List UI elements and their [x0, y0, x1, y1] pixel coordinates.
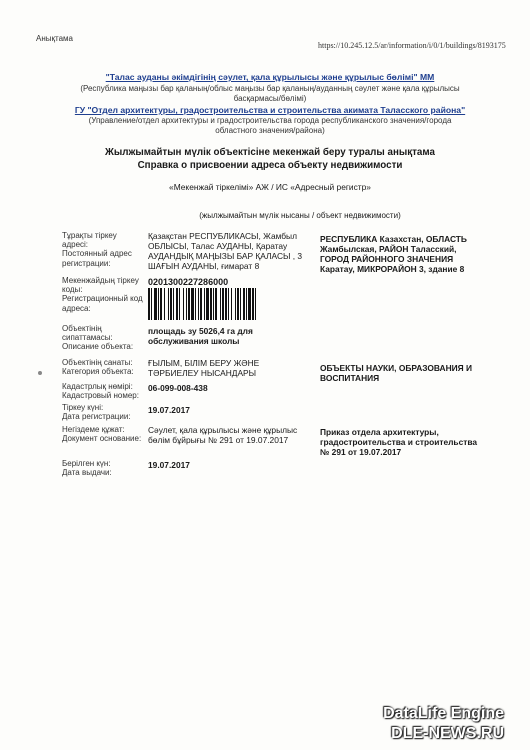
reg-code-label: Мекенжайдың тіркеу коды: Регистрационный код адреса:: [62, 276, 143, 313]
page-url: https://10.245.12.5/ar/information/i/0/1/buildings/8193175: [318, 41, 506, 50]
cadastral-label: Кадастрлық нөмірі: Кадастровый номер:: [62, 382, 139, 401]
issue-date-value: 19.07.2017: [148, 460, 190, 470]
org-subtitle-kz-2: басқармасы/бөлімі): [233, 94, 307, 103]
object-kind: (жылжымайтын мүлік нысаны / объект недвижимости): [199, 211, 401, 220]
address-ru: РЕСПУБЛИКА Казахстан, ОБЛАСТЬ Жамбылская, РАЙОН Таласский, ГОРОД РАЙОННОГО ЗНАЧЕНИЯ Каратау, МИКРОРАЙОН 3, здание 8: [320, 234, 467, 274]
cadastral-value: 06-099-008-438: [148, 383, 208, 393]
org-subtitle-ru-2: областного значения/района): [215, 126, 325, 135]
scan-mark: [38, 371, 42, 375]
org-subtitle-kz-1: (Республика маңызы бар қаланың/облыс маңызы бар қаланың/ауданның сәулет және қала құрылысы: [80, 84, 460, 93]
description-value: площадь зу 5026,4 га для обслуживания школы: [148, 326, 253, 346]
basis-label: Негіздеме құжат: Документ основание:: [62, 425, 142, 444]
reg-date-value: 19.07.2017: [148, 405, 190, 415]
basis-kz: Сәулет, қала құрылысы және құрылыс бөлім бұйрығы № 291 от 19.07.2017: [148, 425, 298, 445]
description-label: Объектінің сипаттамасы: Описание объекта:: [62, 324, 134, 352]
doc-title-ru: Справка о присвоении адреса объекту недвижимости: [137, 160, 403, 171]
address-label: Тұрақты тіркеу адресі: Постоянный адрес регистрации:: [62, 231, 132, 268]
watermark-line-2: DLE-NEWS.RU: [391, 725, 504, 742]
doc-title-kz: Жылжымайтын мүлік объектісіне мекенжай беру туралы анықтама: [105, 147, 435, 158]
reg-date-label: Тіркеу күні: Дата регистрации:: [62, 403, 131, 422]
page-header-left: Анықтама: [36, 34, 73, 43]
org-title-ru: ГУ "Отдел архитектуры, градостроительства и строительства акимата Таласского района": [74, 105, 466, 115]
basis-ru: Приказ отдела архитектуры, градостроительства и строительства № 291 от 19.07.2017: [320, 427, 478, 457]
issue-date-label: Берілген күн: Дата выдачи:: [62, 459, 112, 478]
watermark-line-1: DataLife Engine: [383, 705, 504, 722]
registry-name: «Мекенжай тіркелімі» АЖ / ИС «Адресный регистр»: [169, 182, 371, 192]
org-title-kz: "Талас ауданы әкімдігінің сәулет, қала құрылысы және құрылыс бөлімі" ММ: [105, 72, 435, 82]
category-ru: ОБЪЕКТЫ НАУКИ, ОБРАЗОВАНИЯ И ВОСПИТАНИЯ: [320, 363, 473, 383]
watermark: [383, 704, 504, 744]
category-kz: ҒЫЛЫМ, БІЛІМ БЕРУ ЖӘНЕ ТӘРБИЕЛЕУ НЫСАНДАРЫ: [148, 358, 260, 378]
address-kz: Қазақстан РЕСПУБЛИКАСЫ, Жамбыл ОБЛЫСЫ, Талас АУДАНЫ, Қаратау АУДАНДЫҚ МАҢЫЗЫ БАР ҚАЛАСЫ , 3 ШАҒЫН АУДАНЫ, ғимарат 8: [148, 231, 303, 271]
org-subtitle-ru-1: (Управление/отдел архитектуры и градостроительства города республиканского значения/города: [88, 116, 452, 125]
reg-code-value: 0201300227286000: [148, 277, 229, 287]
barcode-icon: [148, 288, 310, 320]
category-label: Объектінің санаты: Категория объекта:: [62, 358, 134, 377]
